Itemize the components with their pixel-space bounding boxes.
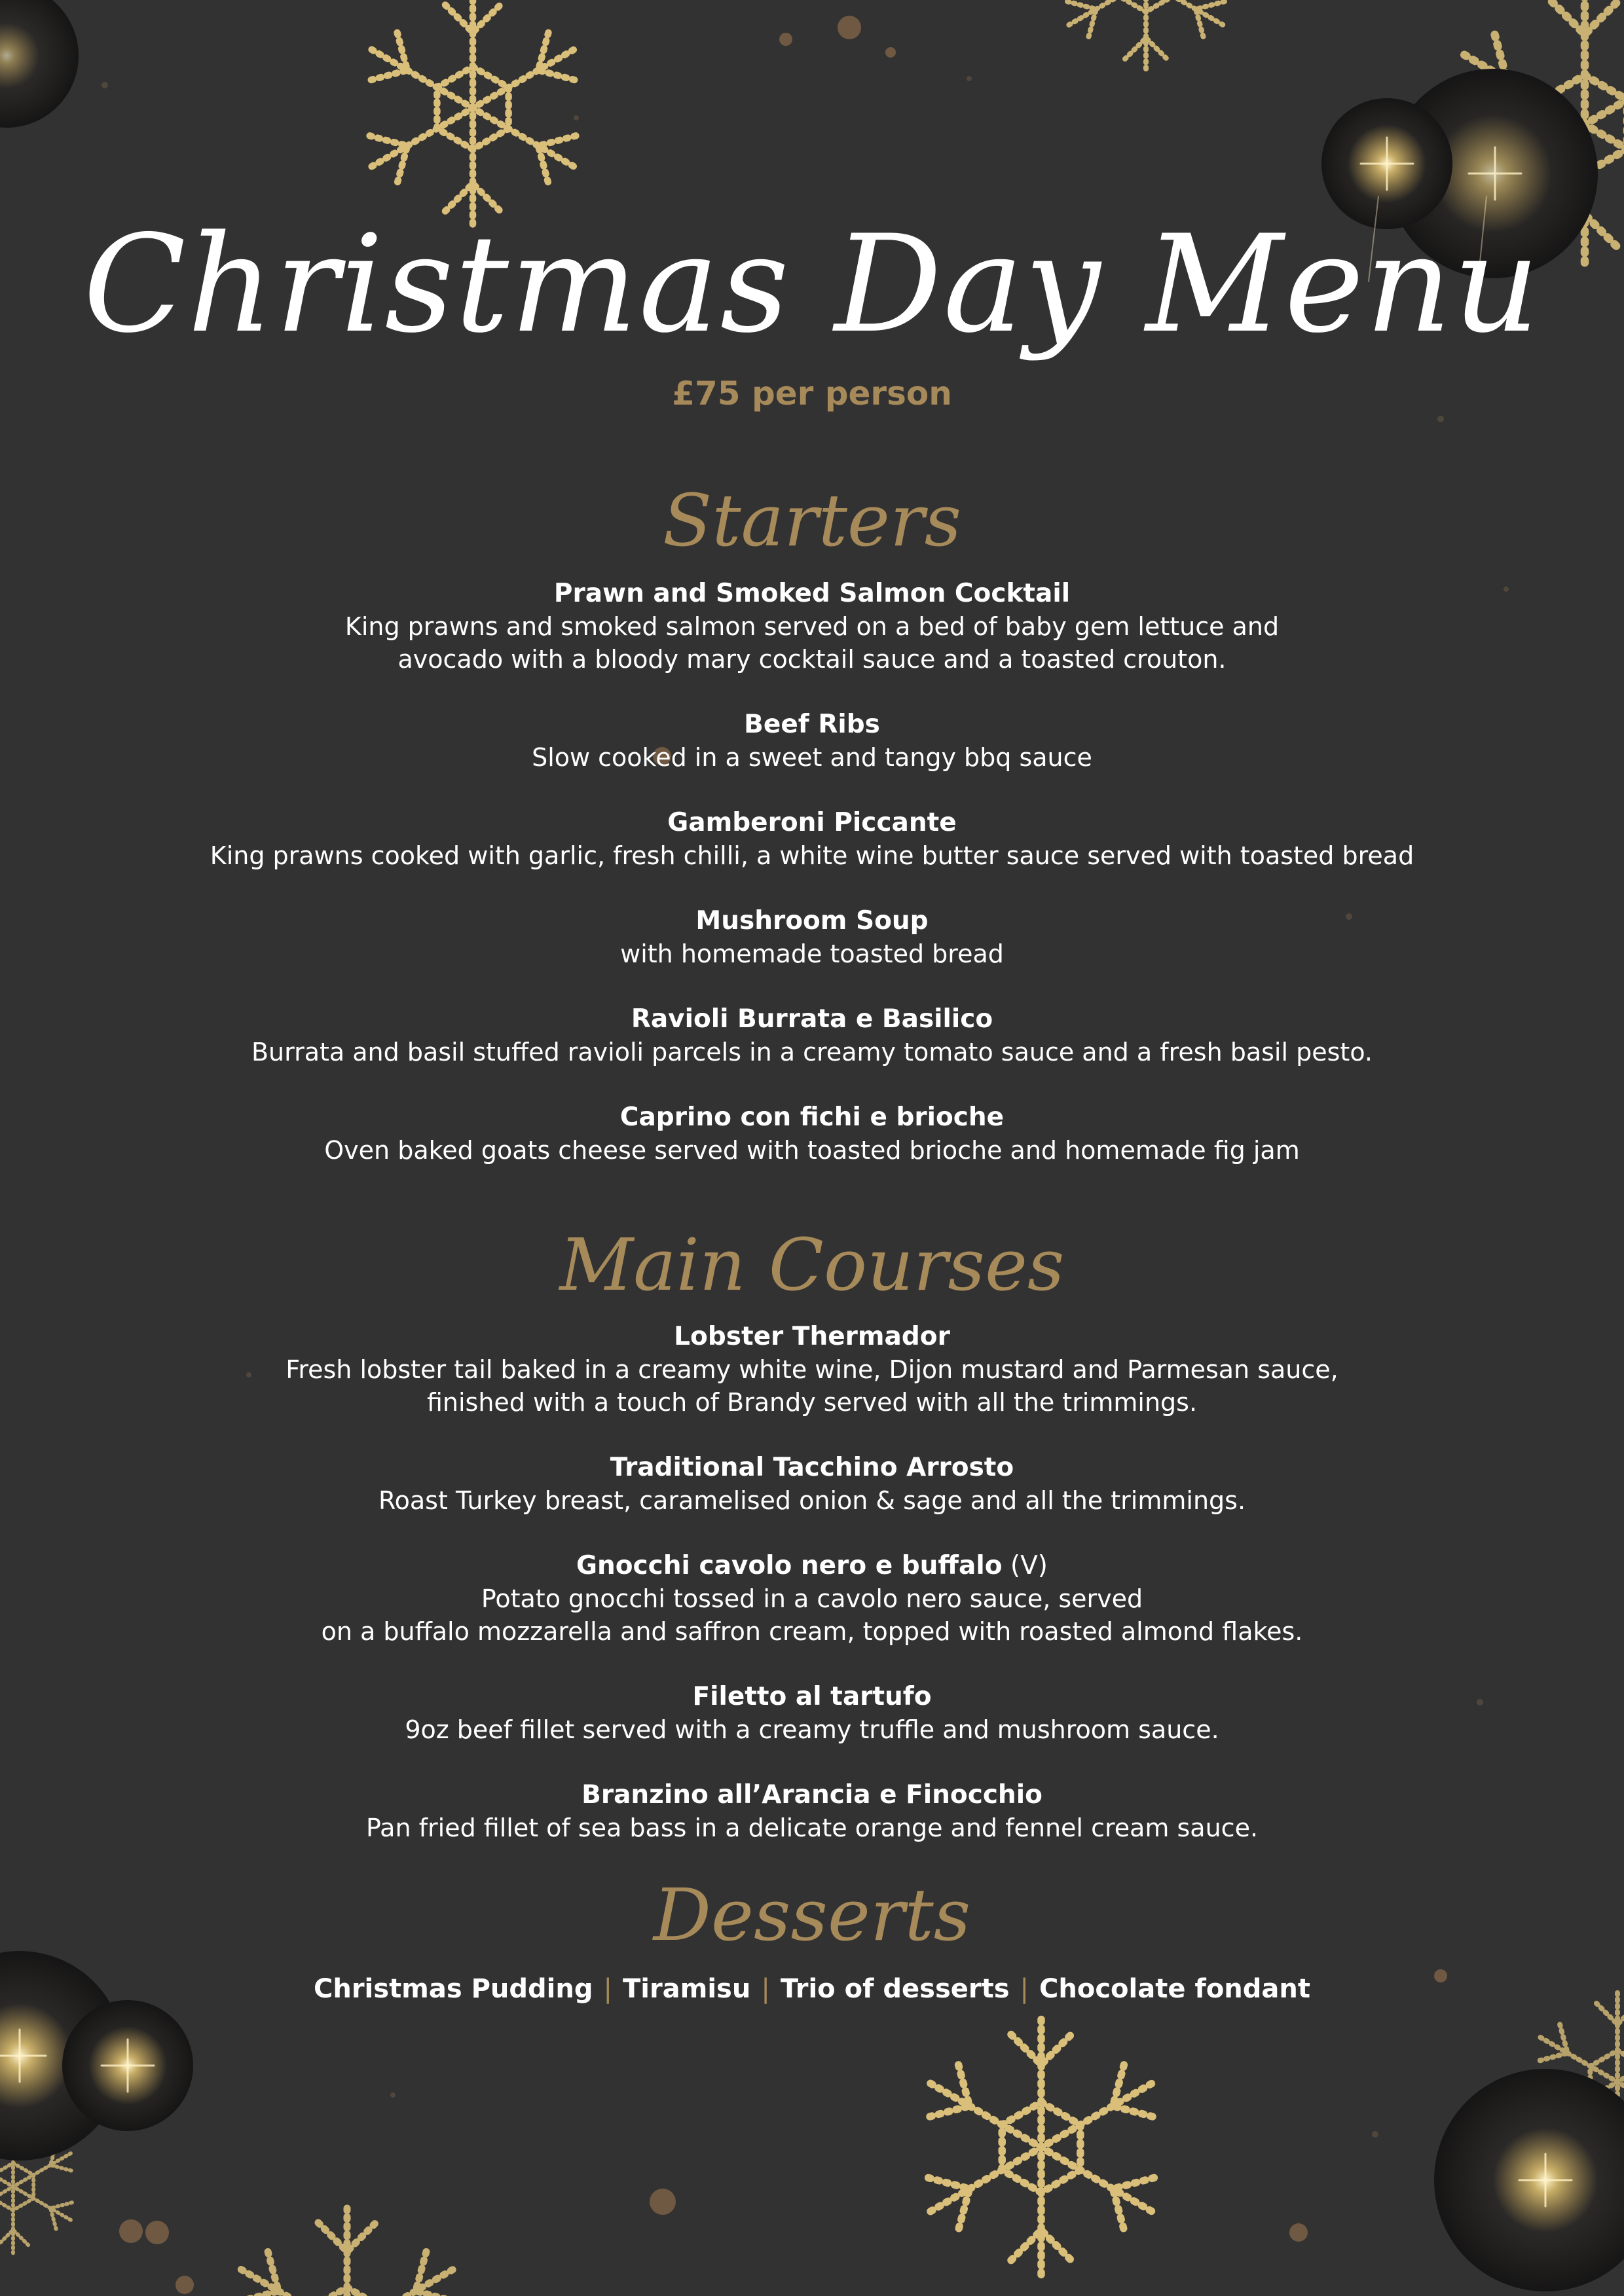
snowflake-icon <box>370 0 576 225</box>
dessert-item: Trio of desserts <box>780 1974 1010 2004</box>
menu-item-name <box>0 905 1624 938</box>
menu-item-description <box>0 1582 1624 1648</box>
menu-item-name <box>0 708 1624 741</box>
description-line: 9oz beef fillet served with a creamy truffle and mushroom sauce. <box>405 1715 1219 1744</box>
dessert-item: Christmas Pudding <box>313 1974 593 2004</box>
description-line: King prawns cooked with garlic, fresh chilli, a white wine butter sauce served with toasted bread <box>210 841 1414 870</box>
menu-item <box>0 1681 1624 1746</box>
menu-item-title: Gamberoni Piccante <box>667 808 957 837</box>
menu-item-title: Ravioli Burrata e Basilico <box>631 1004 993 1034</box>
snowflake-icon <box>239 2208 455 2296</box>
menu-item-title: Branzino all’Arancia e Finocchio <box>581 1780 1043 1810</box>
menu-item <box>0 807 1624 872</box>
menu-item-title: Filetto al tartufo <box>692 1682 932 1711</box>
menu-item-description <box>0 938 1624 970</box>
menu-item-title: Prawn and Smoked Salmon Cocktail <box>553 579 1071 608</box>
starters-list <box>0 577 1624 1199</box>
description-line: Roast Turkey breast, caramelised onion & sage and all the trimmings. <box>378 1486 1246 1515</box>
menu-item-name <box>0 1779 1624 1812</box>
dessert-separator: | <box>1020 1974 1029 2004</box>
menu-item <box>0 1003 1624 1068</box>
snowflake-icon <box>1067 0 1225 69</box>
desserts-heading: Desserts <box>653 1873 971 1957</box>
menu-item <box>0 577 1624 676</box>
menu-item-name <box>0 1003 1624 1036</box>
dessert-item: Tiramisu <box>622 1974 751 2004</box>
menu-item-name <box>0 1101 1624 1134</box>
menu-item-name <box>0 1321 1624 1353</box>
menu-item-title: Mushroom Soup <box>695 906 929 936</box>
menu-item-title: Gnocchi cavolo nero e buffalo <box>576 1551 1003 1580</box>
mains-heading: Main Courses <box>559 1223 1065 1307</box>
menu-item-description <box>0 1713 1624 1746</box>
menu-item <box>0 1451 1624 1517</box>
dessert-separator: | <box>603 1974 612 2004</box>
description-line: with homemade toasted bread <box>620 939 1004 968</box>
menu-item-description <box>0 1036 1624 1068</box>
menu-item-description <box>0 610 1624 676</box>
menu-item <box>0 905 1624 970</box>
menu-item <box>0 708 1624 774</box>
description-line: Fresh lobster tail baked in a creamy white wine, Dijon mustard and Parmesan sauce, <box>286 1355 1338 1384</box>
description-line: Burrata and basil stuffed ravioli parcels in a creamy tomato sauce and a fresh basil pesto. <box>251 1038 1373 1066</box>
dessert-item: Chocolate fondant <box>1039 1974 1310 2004</box>
menu-item-title: Beef Ribs <box>744 710 880 739</box>
menu-item-title: Lobster Thermador <box>674 1322 950 1351</box>
menu-item-description <box>0 1353 1624 1419</box>
menu-item-title: Caprino con fichi e brioche <box>619 1102 1005 1132</box>
description-line: on a buffalo mozzarella and saffron cream, topped with roasted almond flakes. <box>321 1617 1303 1646</box>
menu-item-name <box>0 577 1624 610</box>
menu-item <box>0 1779 1624 1844</box>
menu-price: £75 per person <box>672 374 952 412</box>
menu-item <box>0 1321 1624 1419</box>
description-line: Slow cooked in a sweet and tangy bbq sauce <box>532 743 1092 772</box>
menu-title: Christmas Day Menu <box>83 207 1541 363</box>
description-line: avocado with a bloody mary cocktail sauce and a toasted crouton. <box>397 645 1227 674</box>
description-line: Potato gnocchi tossed in a cavolo nero sauce, served <box>481 1584 1143 1613</box>
menu-item-description <box>0 1812 1624 1844</box>
description-line: Pan fried fillet of sea bass in a delicate orange and fennel cream sauce. <box>365 1813 1259 1842</box>
dessert-separator: | <box>761 1974 770 2004</box>
mains-list <box>0 1321 1624 1877</box>
menu-item-name <box>0 1550 1624 1582</box>
dietary-tag: (V) <box>1002 1551 1048 1580</box>
description-line: finished with a touch of Brandy served with all the trimmings. <box>426 1388 1198 1417</box>
menu-item-name <box>0 1681 1624 1713</box>
menu-item-description <box>0 839 1624 872</box>
menu-item-description <box>0 1484 1624 1517</box>
menu-item-name <box>0 1451 1624 1484</box>
menu-item-description <box>0 741 1624 774</box>
snowflake-icon <box>929 2020 1154 2276</box>
description-line: Oven baked goats cheese served with toasted brioche and homemade fig jam <box>324 1136 1300 1165</box>
menu-item-title: Traditional Tacchino Arrosto <box>610 1453 1014 1482</box>
description-line: King prawns and smoked salmon served on a bed of baby gem lettuce and <box>344 612 1280 641</box>
starters-heading: Starters <box>662 479 962 562</box>
menu-item-description <box>0 1134 1624 1167</box>
menu-item <box>0 1550 1624 1648</box>
bauble-icon <box>0 0 79 128</box>
menu-item-name <box>0 807 1624 839</box>
menu-item <box>0 1101 1624 1167</box>
desserts-list <box>0 1971 1624 2007</box>
